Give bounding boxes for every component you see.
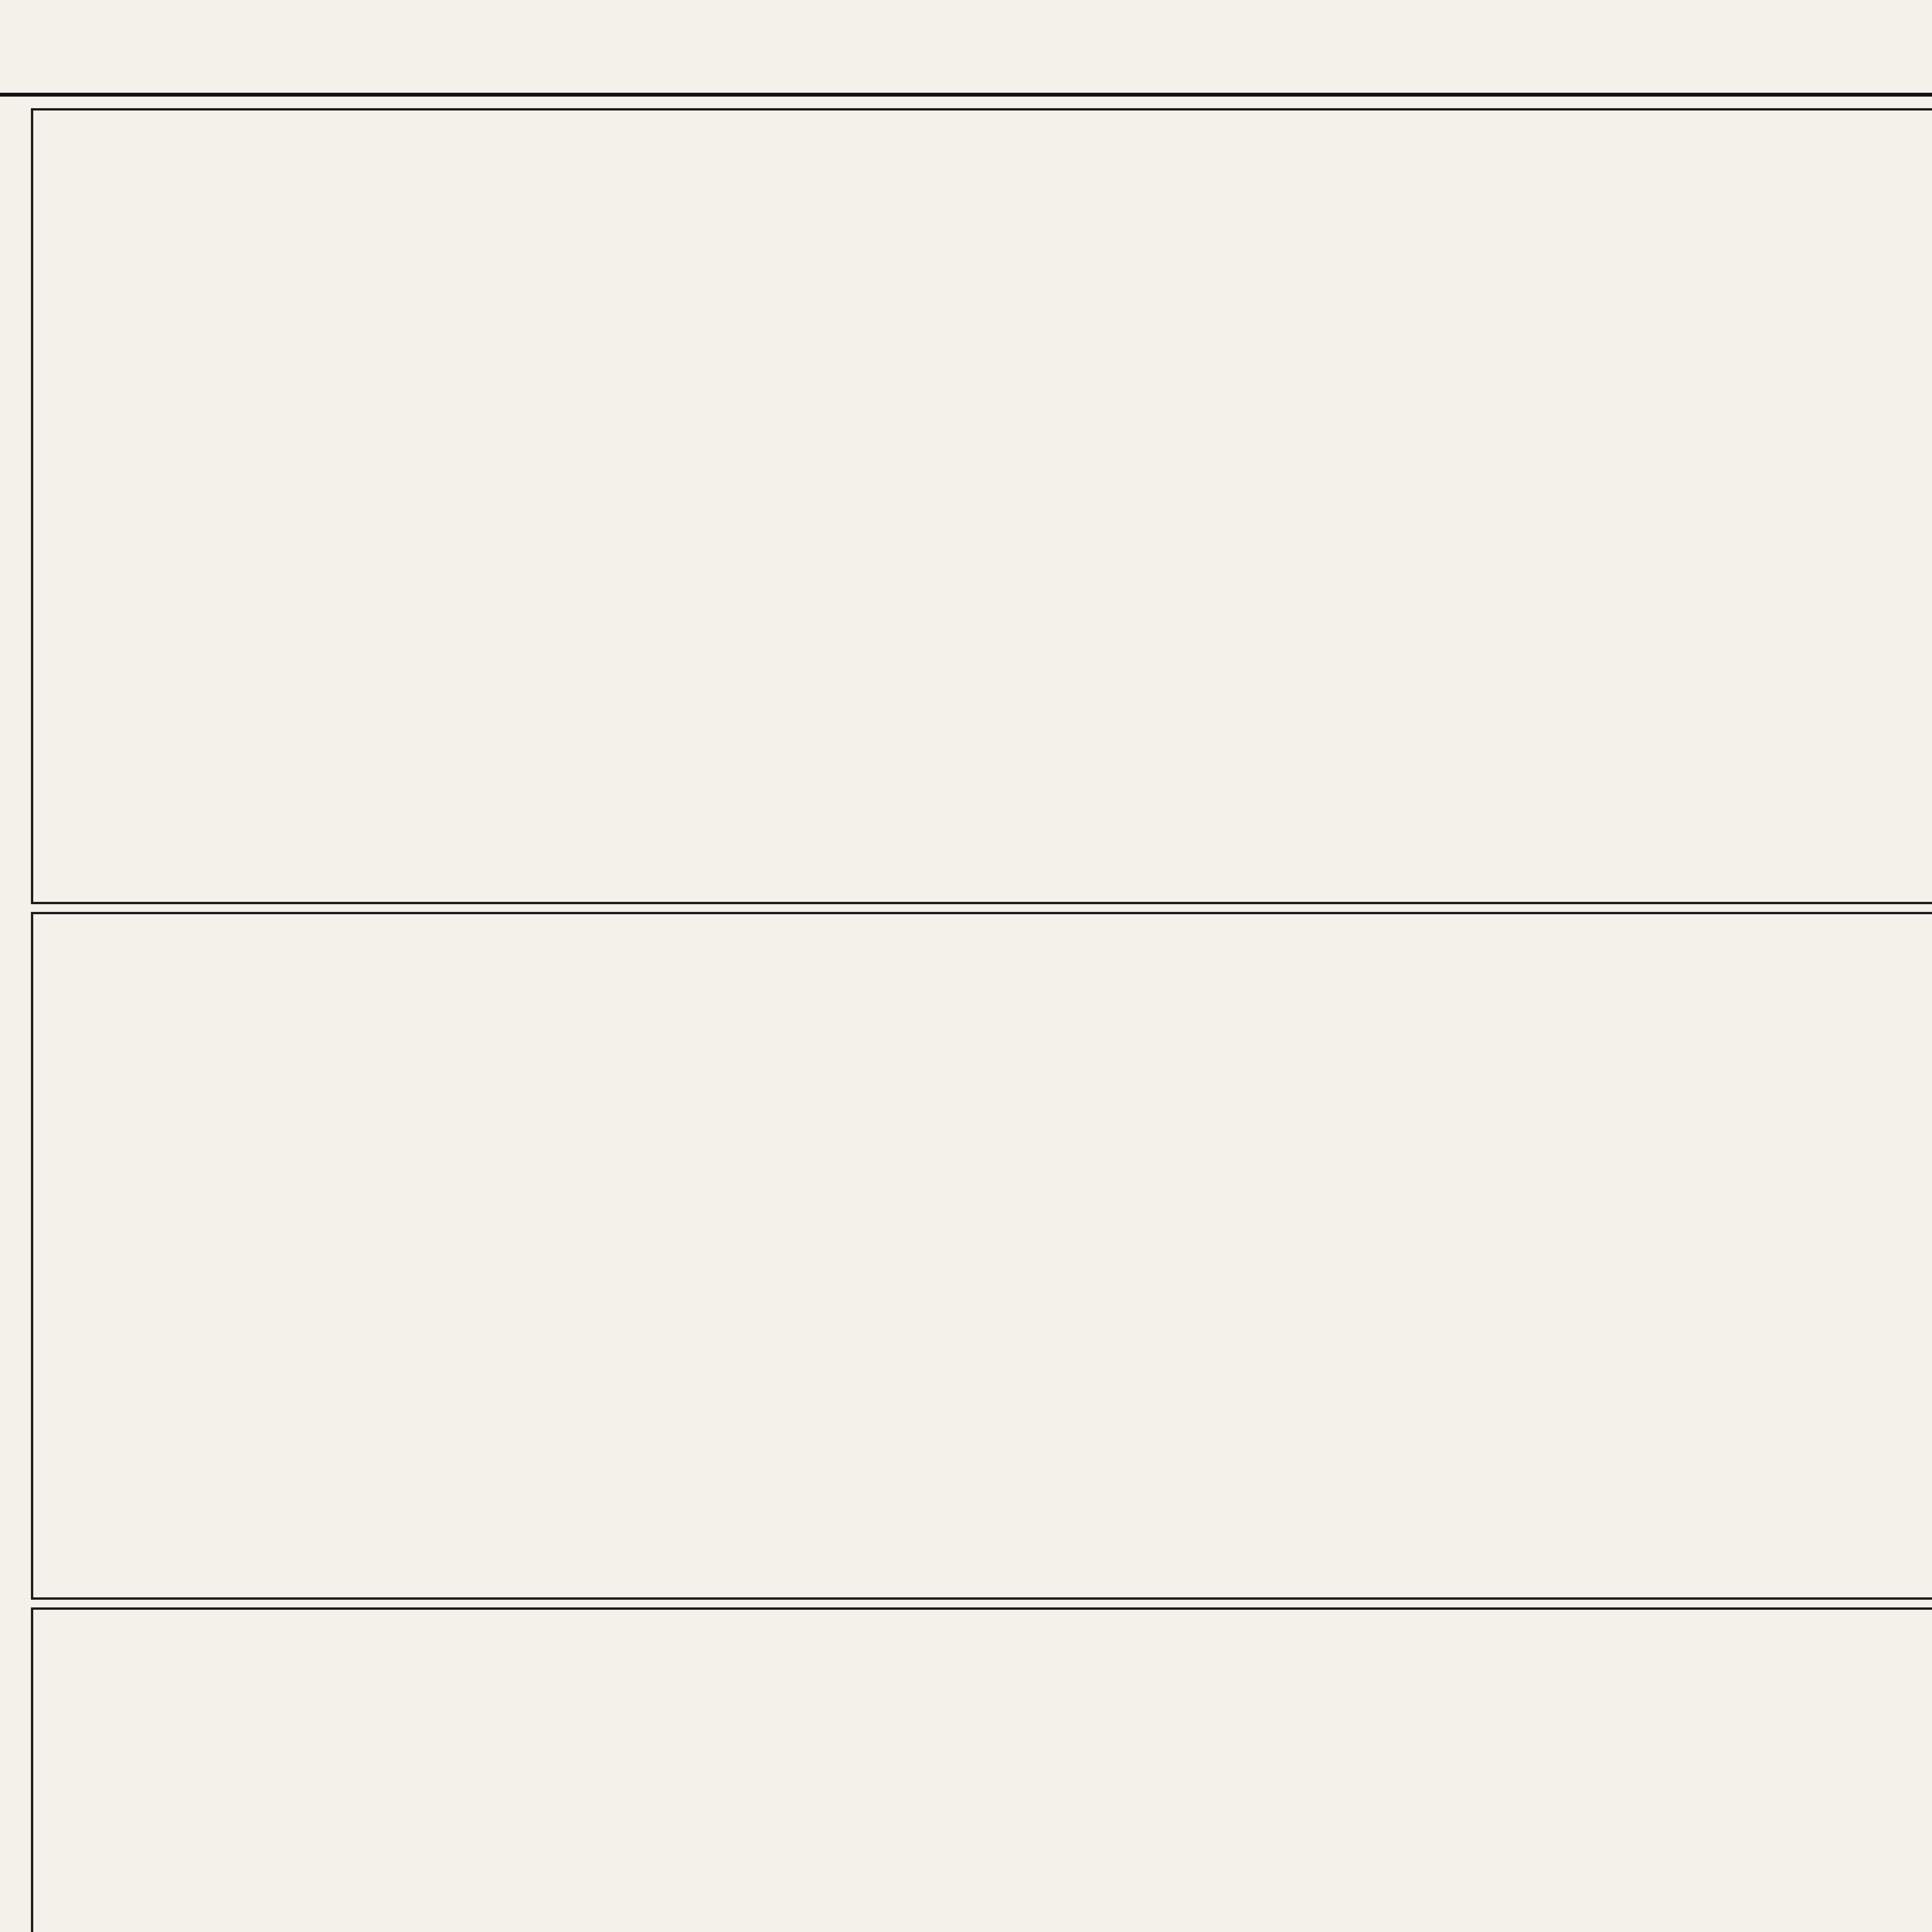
top-news-section (31, 108, 1932, 904)
top-news-columns (33, 111, 1932, 902)
middle-news-columns (33, 914, 1932, 1597)
lower-news-section (31, 1607, 1932, 1932)
lower-news-columns (33, 1610, 1932, 1932)
masthead (0, 0, 1932, 97)
middle-news-section (31, 912, 1932, 1600)
